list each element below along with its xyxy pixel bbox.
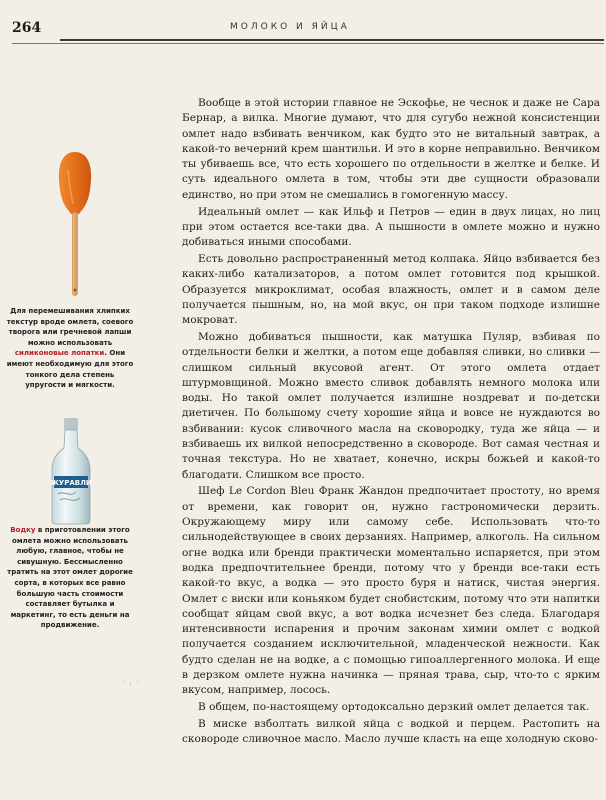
header-rule (60, 39, 604, 41)
paragraph: Шеф Le Cordon Bleu Франк Жандон предпочитает простоту, но время от времени, как говорит он, нужно гастрономически дерзить. Окружающему миру или самому себе. Использовать что-то сильнодействующее в своих дерзаниях. Например, алкоголь. На сильном огне водка или бренди практически моментально испаряется, при этом водка предпочтительнее бренди, потому что у бренди все-таки есть какой-то вкус, а водка — это просто буря и натиск, чистая энергия. Омлет с виски или коньяком будет снобистским, потому что эти напитки сообщат яйцам свой вкус, а вот водка исчезнет без следа. Благодаря интенсивности испарения и прочим законам химии омлет с водкой получается созданием исключительной, младенческой нежности. Как будто сделан не на водке, а с помощью гипоаллергенного молока. И еще в дерзком омлете нужна начинка — пряная трава, сыр, что-то с ярким вкусом, например, лосось. (182, 485, 600, 697)
caption-text: в приготовлении этого омлета можно использовать любую, главное, чтобы не сивушную. Бессмысленно тратить на этот омлет дорогие сорта, в которых все равно большую часть стоимости составляет бутылка и маркетинг, то есть деньги на продвижение. (7, 526, 133, 630)
vodka-bottle-icon (36, 416, 106, 526)
running-title: МОЛОКО И ЯЙЦА (230, 22, 350, 32)
spatula-caption (6, 306, 134, 391)
paragraph: В общем, по-настоящему ортодоксально дерзкий омлет делается так. (198, 701, 590, 714)
paragraph: Можно добиваться пышности, как матушка Пуляр, взбивая по отдельности белки и желтки, а потом еще добавляя сливки, но сливки — слишком сильный вкусовой агент. От этого омлета отдает штурмовщиной. Можно вместо сливок добавлять немного молока или воды. Но такой омлет получается излишне ноздреват и по-детски диетичен. По большому счету хорошие яйца и вовсе не нуждаются во взбивании: кусок сливочного масла на сковородку, туда же яйца — и взбиваешь их вилкой непосредственно в сковороде. Вот самая честная и точная текстура. Но не хватает, конечно, искры божьей и какой-то благодати. Слишком все просто. (182, 330, 600, 481)
page-number: 264 (12, 20, 42, 36)
page-header (0, 0, 606, 44)
paragraph: Вообще в этой истории главное не Эскофье, не чеснок и даже не Сара Бернар, а вилка. Многие думают, что для сугубо нежной консистенции омлет надо взбивать венчиком, как будто это не витальный завтрак, а какой-то вечерний крем шантильи. И это в корне неправильно. Венчиком ты убиваешь все, что есть хорошего по отдельности в желтке и белке. И суть идеального омлета в том, чтобы эти две сущности образовали единство, но при этом не смешались в гомогенную массу. (182, 97, 600, 201)
decorative-dots: · : · (122, 678, 140, 687)
paragraph: Есть довольно распространенный метод колпака. Яйцо взбивается без каких-либо катализаторов, а потом омлет готовится под крышкой. Образуется микроклимат, особая влажность, омлет и в самом деле получается пышным, но, на мой вкус, он при таком подходе излишне мокроват. (182, 252, 600, 327)
caption-highlight: Водку (10, 526, 36, 534)
paragraph: В миске взболтать вилкой яйца с водкой и перцем. Растопить на сковороде сливочное масло. Масло лучше класть на еще холодную сково- (182, 717, 600, 746)
header-rule-thin (12, 43, 604, 44)
bottle-label: ЖУРАВЛИ (50, 479, 92, 487)
silicone-spatula-icon (54, 150, 96, 300)
main-text (182, 96, 600, 749)
vodka-caption (6, 525, 134, 631)
paragraph: Идеальный омлет — как Ильф и Петров — един в двух лицах, но лиц при этом остается все-таки два. А пышности в омлете можно и нужно добиваться иными способами. (182, 205, 600, 249)
caption-text: Для перемешивания хлипких текстур вроде омлета, соевого творога или гречневой лапши можно использовать (6, 307, 134, 347)
caption-text: . Они имеют необходимую для этого тонкого дела степень упругости и мягкости. (6, 349, 134, 390)
caption-highlight: силиконовые лопатки (14, 349, 105, 358)
